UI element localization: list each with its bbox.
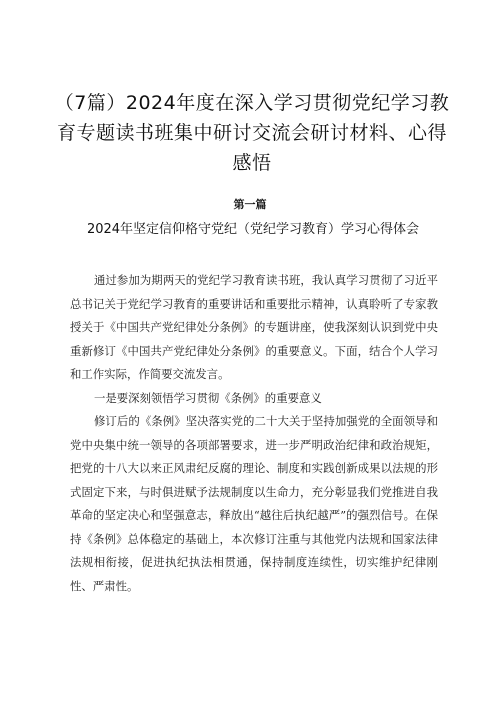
article-title: 2024年坚定信仰格守党纪（党纪学习教育）学习心得体会 [86, 222, 420, 237]
document-title: （7篇）2024年度在深入学习贯彻党纪学习教育专题读书班集中研讨交流会研讨材料、心得感悟 [54, 92, 450, 174]
paragraph-heading-1: 一是要深刻领悟学习贯彻《条例》的重要意义 [93, 390, 322, 405]
paragraph-body-1: 修订后的《条例》坚决落实党的二十大关于坚持加强党的全面领导和党中央集中统一领导的各项部署要求，进一步严明政治纪律和政治规矩，把党的十八大以来正风肃纪反腐的理论、制度和实践创新成果以法规的形式固定下来，与时俱进赋予法规制度以生命力，充分彰显我们党推进自我革命的坚定决心和坚强意志，释放出“越往后执纪越严”的强烈信号。在保持《条例》总体稳定的基础上，本次修订注重与其他党内法规和国家法律法规相衔接，促进执纪执法相贯通，保持制度连续性，切实维护纪律刚性、严肃性。 [70, 414, 438, 593]
section-label: 第一篇 [233, 198, 267, 211]
paragraph-intro: 通过参加为期两天的党纪学习教育读书班，我认真学习贯彻了习近平总书记关于党纪学习教育的重要讲话和重要批示精神，认真聆听了专家教授关于《中国共产党纪律处分条例》的专题讲座，使我深刻认识到党中央重新修订《中国共产党纪律处分条例》的重要意义。下面，结合个人学习和工作实际，作简要交流发言。 [70, 273, 438, 381]
article-body [70, 269, 438, 598]
